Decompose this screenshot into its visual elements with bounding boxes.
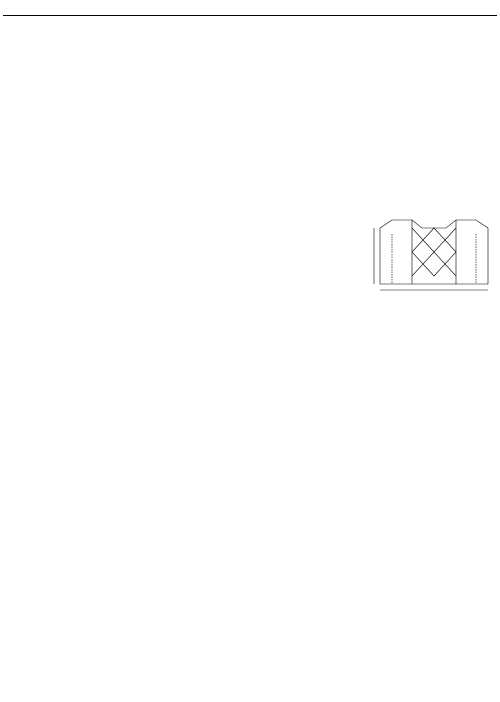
text-column-2 [124,22,238,244]
chart-e-svg [358,300,496,698]
page-header [4,2,7,16]
garment-schematic [372,214,496,298]
crochet-chart-e [358,300,496,698]
text-column-1 [4,22,122,702]
crochet-chart-a [122,240,352,698]
chart-a-svg [122,240,352,698]
text-column-3 [247,22,363,244]
text-column-4 [370,22,496,244]
header-rule [3,15,497,16]
schematic-svg [372,214,496,298]
